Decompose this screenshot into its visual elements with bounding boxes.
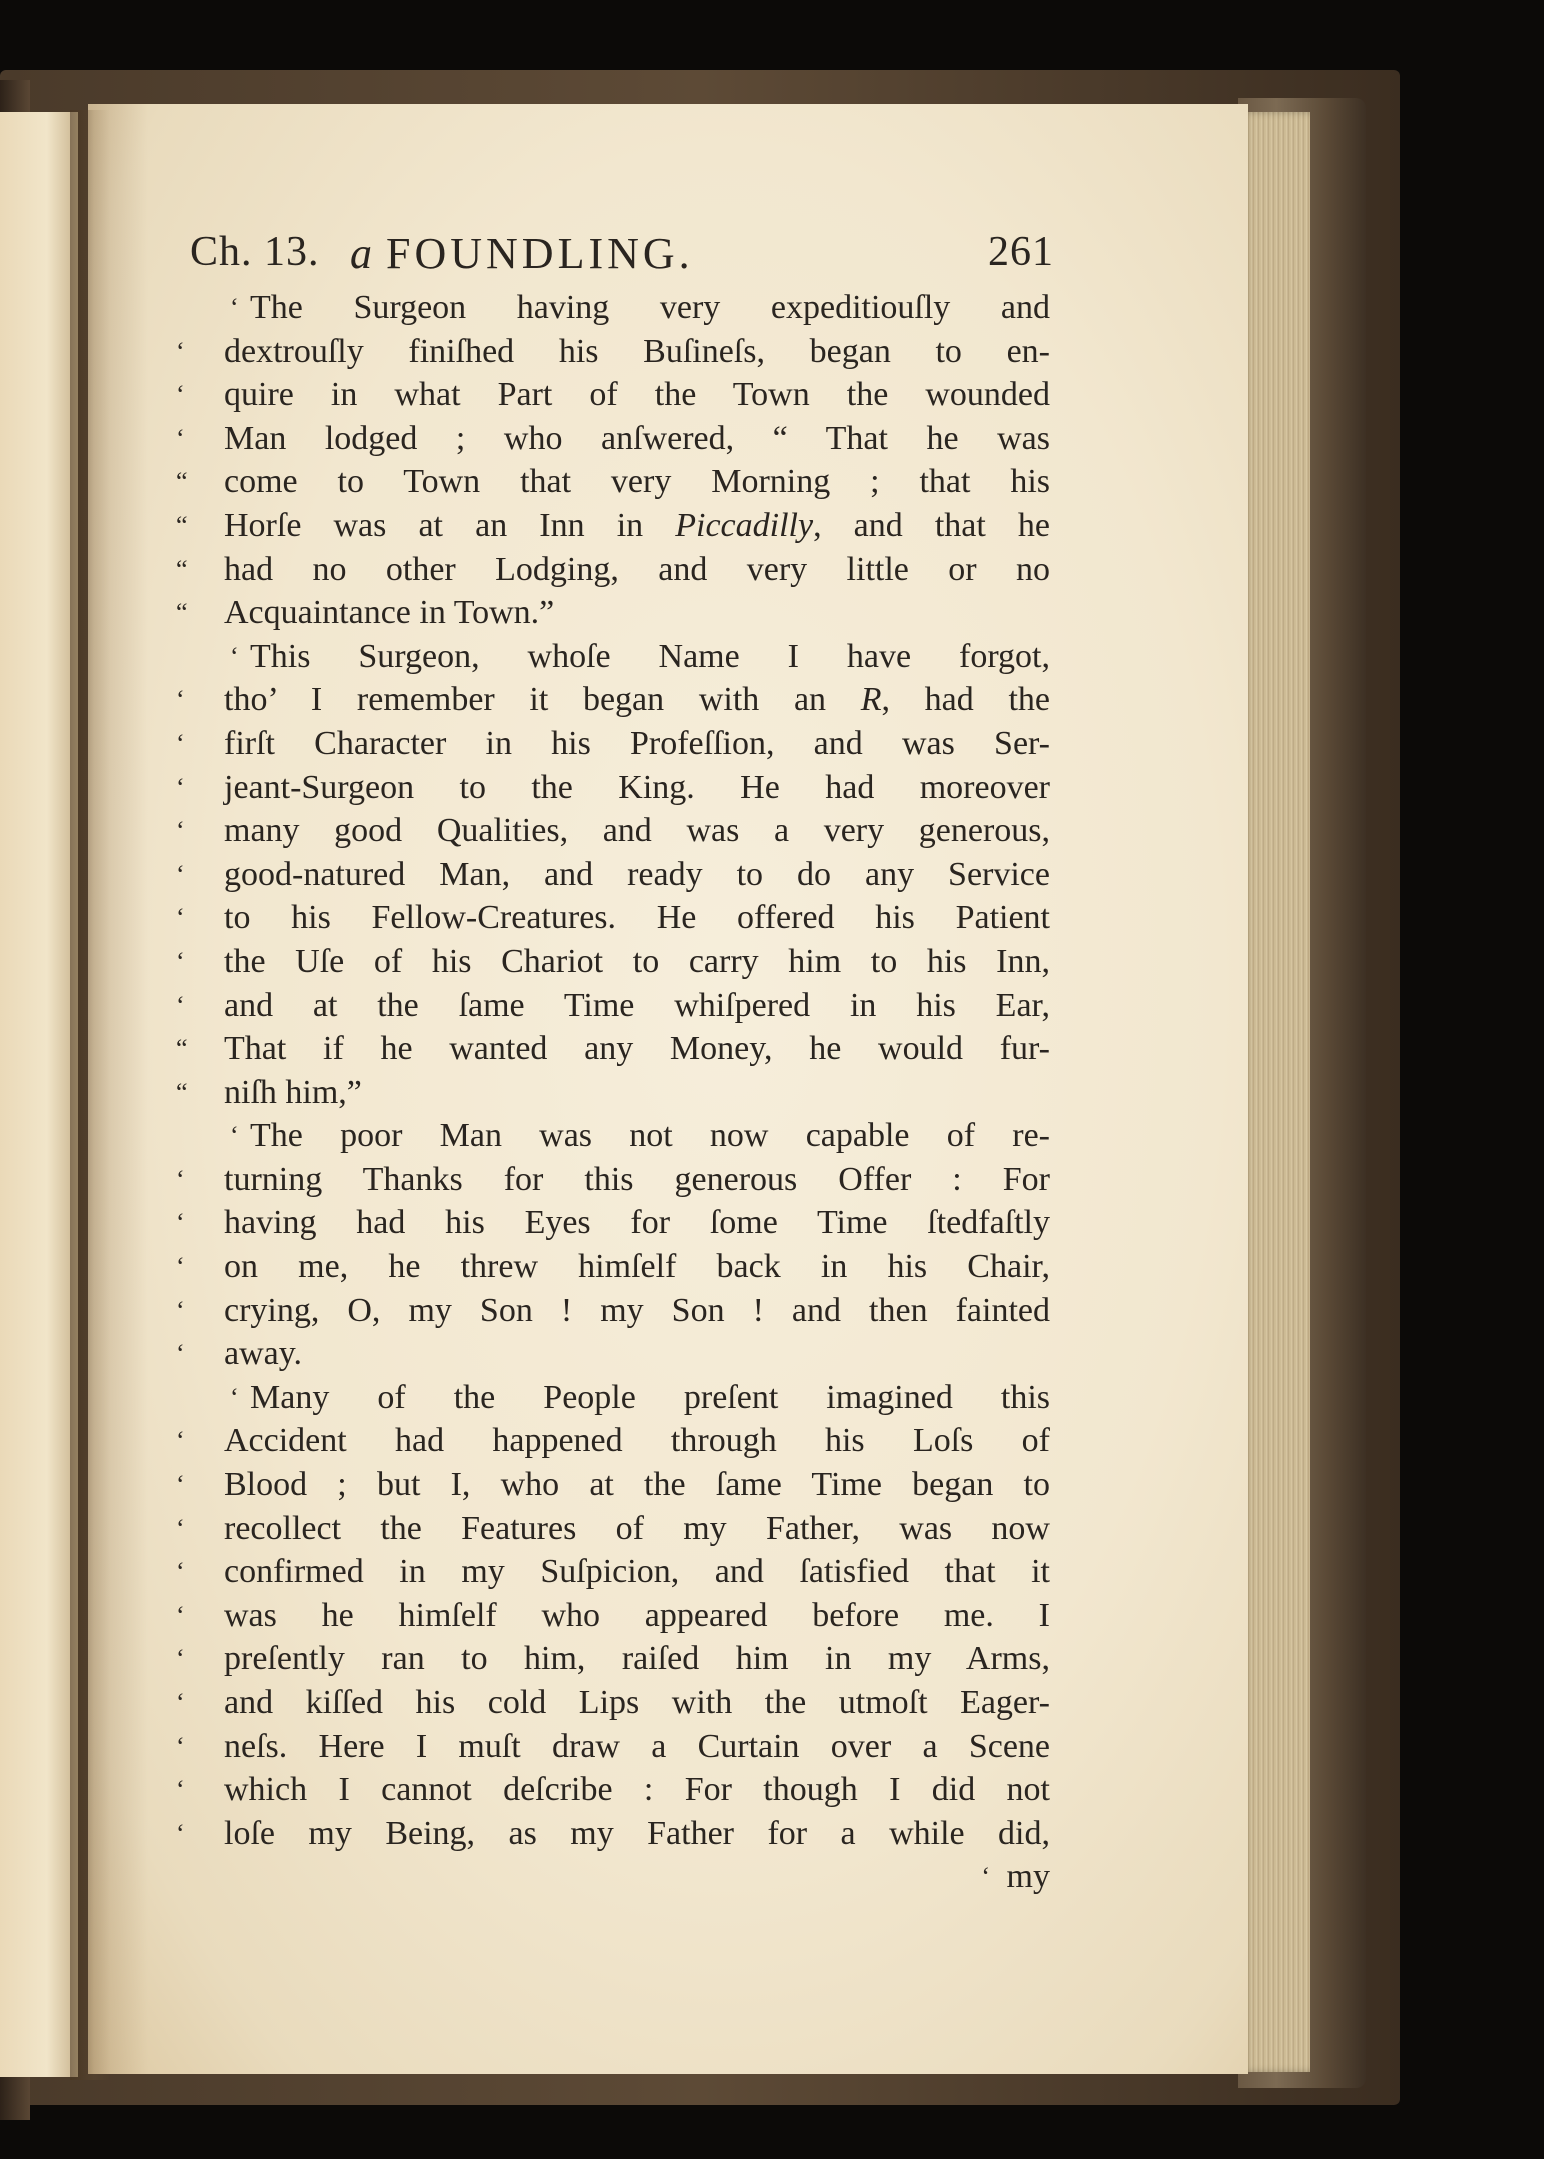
text-line xyxy=(176,330,1050,374)
line-text: The poor Man was not now capable of re- xyxy=(250,1117,1050,1155)
quote-mark: ‘ xyxy=(176,1426,185,1456)
line-text: tho’ I remember it began with an R, had the xyxy=(224,681,1050,719)
text-line xyxy=(176,417,1050,461)
text-line xyxy=(176,373,1050,417)
quote-mark: ‘ xyxy=(176,1295,185,1325)
line-text: Horſe was at an Inn in Piccadilly, and that he xyxy=(224,506,1050,544)
text-line xyxy=(176,1507,1050,1551)
text-line xyxy=(176,504,1050,548)
line-text: Man lodged ; who anſwered, “ That he was xyxy=(224,419,1050,457)
quote-mark: ‘ xyxy=(230,293,239,322)
line-text: Accident had happened through his Loſs of xyxy=(224,1422,1050,1460)
line-text: turning Thanks for this generous Offer : For xyxy=(224,1160,1050,1198)
line-text: to his Fellow-Creatures. He offered his Patient xyxy=(224,899,1050,937)
quote-mark: “ xyxy=(176,467,188,497)
line-text: having had his Eyes for ſome Time ſtedfaſtly xyxy=(224,1204,1050,1242)
text-line xyxy=(176,1725,1050,1769)
quote-mark: ‘ xyxy=(176,1513,185,1543)
line-text: come to Town that very Morning ; that his xyxy=(224,463,1050,501)
quote-mark: ‘ xyxy=(176,1164,185,1194)
catchword-text: my xyxy=(1006,1858,1050,1896)
quote-mark: “ xyxy=(176,510,188,540)
running-title xyxy=(350,228,694,279)
text-line xyxy=(176,940,1050,984)
quote-mark: ‘ xyxy=(176,816,185,846)
gutter xyxy=(70,110,110,2080)
quote-mark: ‘ xyxy=(176,380,185,410)
line-text: The Surgeon having very expeditiouſly and xyxy=(250,289,1050,326)
text-line xyxy=(176,1768,1050,1812)
text-line xyxy=(176,1289,1050,1333)
catchword xyxy=(190,1855,1050,1899)
line-text: away. xyxy=(224,1335,303,1373)
text-line xyxy=(176,809,1050,853)
quote-mark: “ xyxy=(176,1034,188,1064)
chapter-label: Ch. 13. xyxy=(190,229,320,275)
running-header xyxy=(190,222,1054,282)
quote-mark: ‘ xyxy=(176,903,185,933)
text-line xyxy=(176,1071,1050,1115)
text-line xyxy=(176,1463,1050,1507)
text-line xyxy=(176,460,1050,504)
text-line xyxy=(176,896,1050,940)
left-page-edge xyxy=(0,112,78,2077)
running-title-word: FOUNDLING. xyxy=(386,229,694,278)
catchword-quote: ‘ xyxy=(981,1862,990,1892)
line-text: the Uſe of his Chariot to carry him to his Inn, xyxy=(224,942,1050,980)
line-text: dextrouſly finiſhed his Buſineſs, began to en- xyxy=(224,332,1050,370)
quote-mark: ‘ xyxy=(176,1600,185,1630)
quote-mark: ‘ xyxy=(176,1557,185,1587)
quote-mark: ‘ xyxy=(176,728,185,758)
line-text: confirmed in my Suſpicion, and ſatisfied that it xyxy=(224,1553,1050,1591)
line-text: Many of the People preſent imagined this xyxy=(250,1378,1050,1416)
quote-mark: ‘ xyxy=(176,1818,185,1848)
line-text: on me, he threw himſelf back in his Chair, xyxy=(224,1248,1050,1286)
quote-mark: ‘ xyxy=(176,685,185,715)
line-text: This Surgeon, whoſe Name I have forgot, xyxy=(250,637,1050,675)
quote-mark: ‘ xyxy=(176,990,185,1020)
quote-mark: ‘ xyxy=(176,859,185,889)
text-line xyxy=(176,1332,1050,1376)
text-line xyxy=(176,853,1050,897)
text-line xyxy=(176,1812,1050,1856)
running-title-article: a xyxy=(350,229,372,278)
line-text: was he himſelf who appeared before me. I xyxy=(224,1596,1050,1634)
text-line xyxy=(176,1594,1050,1638)
line-text: niſh him,” xyxy=(224,1073,362,1111)
text-line xyxy=(190,286,1050,330)
text-line xyxy=(176,1681,1050,1725)
line-text: That if he wanted any Money, he would fur- xyxy=(224,1030,1050,1068)
quote-mark: ‘ xyxy=(176,1470,185,1500)
text-block xyxy=(176,222,1054,1899)
quote-mark: ‘ xyxy=(176,1775,185,1805)
quote-mark: ‘ xyxy=(176,1688,185,1717)
line-text: crying, O, my Son ! my Son ! and then fainted xyxy=(224,1291,1050,1329)
line-text: and kiſſed his cold Lips with the utmoſt Eager- xyxy=(224,1684,1050,1721)
line-text: which I cannot deſcribe : For though I did not xyxy=(224,1771,1050,1809)
quote-mark: “ xyxy=(176,598,188,628)
line-text: Blood ; but I, who at the ſame Time began to xyxy=(224,1466,1050,1504)
text-line xyxy=(176,984,1050,1028)
text-line xyxy=(176,766,1050,810)
line-text: firſt Character in his Profeſſion, and was Ser- xyxy=(224,724,1050,762)
quote-mark: ‘ xyxy=(176,1208,185,1238)
page-number: 261 xyxy=(988,229,1054,275)
quote-mark: ‘ xyxy=(176,1731,185,1761)
text-line xyxy=(176,678,1050,722)
text-line xyxy=(176,1637,1050,1681)
text-line xyxy=(176,722,1050,766)
quote-mark: ‘ xyxy=(176,1339,185,1369)
text-line xyxy=(176,591,1050,635)
quote-mark: “ xyxy=(176,554,188,584)
text-line xyxy=(176,1201,1050,1245)
line-text: good-natured Man, and ready to do any Service xyxy=(224,855,1050,893)
line-text: quire in what Part of the Town the wounded xyxy=(224,376,1050,414)
line-text: had no other Lodging, and very little or no xyxy=(224,550,1050,588)
text-line xyxy=(190,635,1050,679)
text-line xyxy=(176,548,1050,592)
line-text: loſe my Being, as my Father for a while did, xyxy=(224,1814,1050,1852)
quote-mark: “ xyxy=(176,1077,188,1107)
quote-mark: ‘ xyxy=(176,946,185,976)
quote-mark: ‘ xyxy=(176,772,185,802)
quote-mark: ‘ xyxy=(230,1382,239,1412)
line-text: Acquaintance in Town.” xyxy=(224,594,555,632)
page-stack-edges xyxy=(1240,112,1310,2072)
line-text: preſently ran to him, raiſed him in my Arms, xyxy=(224,1640,1050,1678)
text-line xyxy=(176,1027,1050,1071)
text-line xyxy=(176,1158,1050,1202)
text-line xyxy=(176,1550,1050,1594)
line-text: recollect the Features of my Father, was now xyxy=(224,1509,1050,1547)
text-line xyxy=(190,1114,1050,1158)
line-text: and at the ſame Time whiſpered in his Ear, xyxy=(224,986,1050,1024)
text-line xyxy=(176,1245,1050,1289)
line-text: jeant-Surgeon to the King. He had moreover xyxy=(224,768,1050,806)
quote-mark: ‘ xyxy=(230,1121,239,1151)
body-text xyxy=(176,286,1050,1855)
quote-mark: ‘ xyxy=(176,1252,185,1282)
line-text: neſs. Here I muſt draw a Curtain over a Scene xyxy=(224,1727,1050,1765)
quote-mark: ‘ xyxy=(176,1644,185,1674)
text-line xyxy=(190,1376,1050,1420)
quote-mark: ‘ xyxy=(176,336,185,366)
line-text: many good Qualities, and was a very generous, xyxy=(224,812,1050,850)
quote-mark: ‘ xyxy=(176,423,185,453)
text-line xyxy=(176,1419,1050,1463)
quote-mark: ‘ xyxy=(230,641,239,671)
